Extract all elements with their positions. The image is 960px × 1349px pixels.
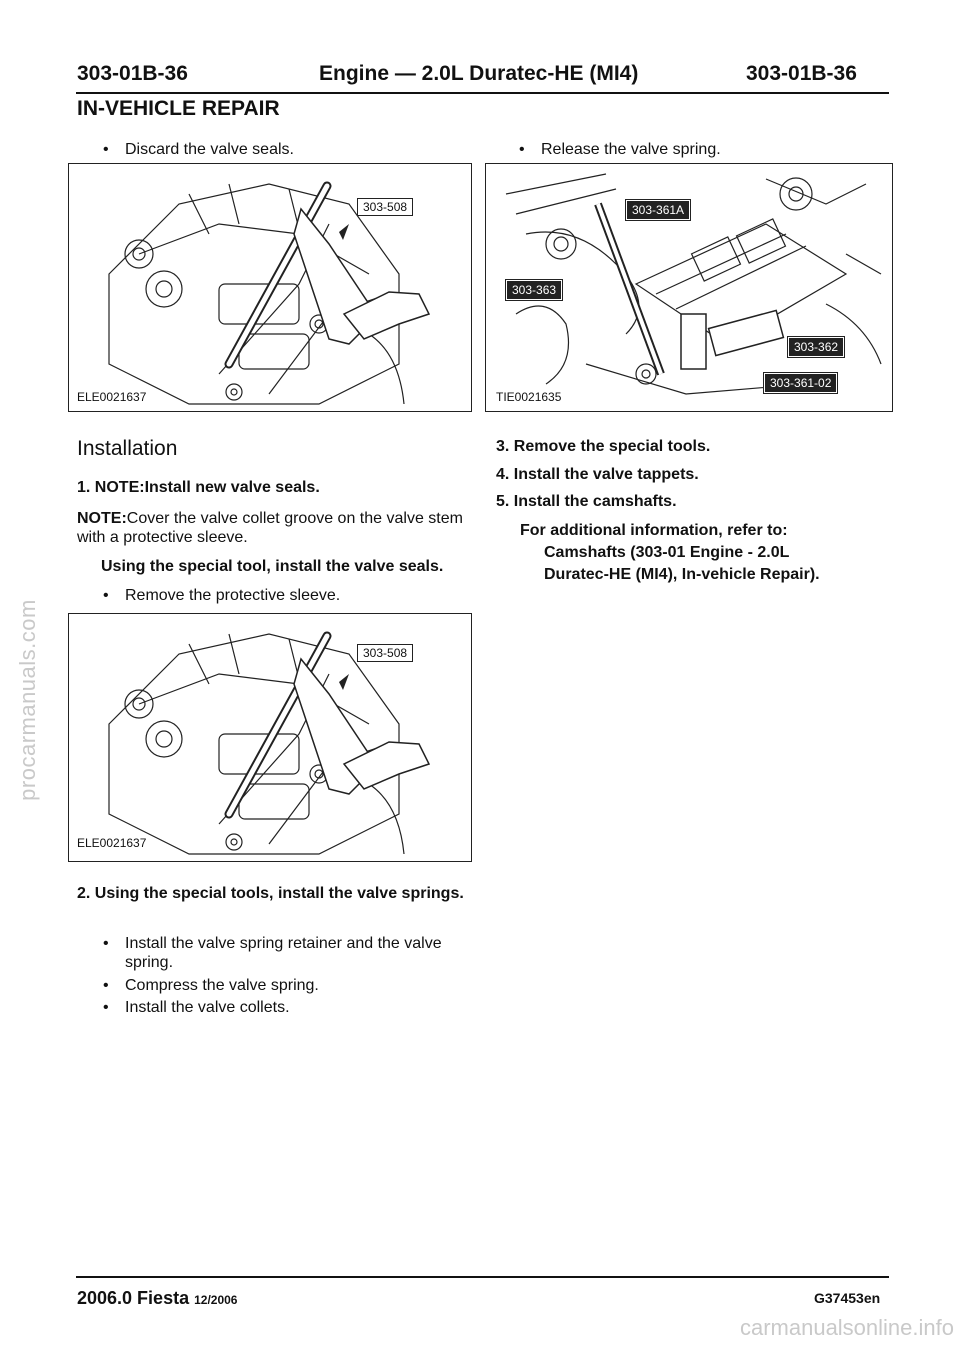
- step-2-title: 2. Using the special tools, install the valve springs.: [77, 885, 464, 902]
- bullet-install-retainer: • Install the valve spring retainer and the valve spring.: [125, 934, 470, 972]
- section-title: IN-VEHICLE REPAIR: [77, 97, 280, 120]
- reference-intro: For additional information, refer to:: [520, 522, 788, 539]
- installation-heading: Installation: [77, 437, 178, 460]
- footer-rule: [76, 1276, 889, 1278]
- callout-303-361-02: 303-361-02: [764, 373, 837, 393]
- step-1-title: 1. NOTE:Install new valve seals.: [77, 479, 320, 496]
- bullet-remove-sleeve: • Remove the protective sleeve.: [125, 586, 340, 605]
- figure-id: ELE0021637: [77, 836, 147, 850]
- callout-303-361a: 303-361A: [626, 200, 690, 220]
- step-4: 4. Install the valve tappets.: [496, 466, 699, 483]
- footer-code: G37453en: [814, 1290, 881, 1306]
- callout-303-362: 303-362: [788, 337, 844, 357]
- header-left-code: 303-01B-36: [77, 62, 188, 85]
- note-label: NOTE:: [77, 510, 127, 527]
- figure-valve-seal-tool-1: [68, 163, 472, 412]
- bottom-watermark: carmanualsonline.info: [739, 1315, 954, 1340]
- figure-id: TIE0021635: [496, 390, 562, 404]
- header-rule: [76, 92, 889, 94]
- callout-303-508: 303-508: [357, 644, 413, 662]
- bullet-compress-spring: • Compress the valve spring.: [125, 976, 319, 995]
- footer-date: 12/2006: [194, 1293, 238, 1307]
- reference-link-line1[interactable]: Camshafts (303-01 Engine - 2.0L: [544, 544, 790, 561]
- step-5: 5. Install the camshafts.: [496, 493, 677, 510]
- callout-303-363: 303-363: [506, 280, 562, 300]
- side-watermark: procarmanuals.com: [15, 599, 40, 801]
- note-text: Cover the valve collet groove on the valve stem with a protective sleeve.: [77, 510, 463, 546]
- figure-id: ELE0021637: [77, 390, 147, 404]
- step-3: 3. Remove the special tools.: [496, 438, 711, 455]
- callout-303-508: 303-508: [357, 198, 413, 216]
- step-1-action: Using the special tool, install the valve seals.: [101, 558, 444, 575]
- figure-valve-seal-tool-2: [68, 613, 472, 862]
- note-block: [77, 509, 467, 547]
- bullet-release-spring: • Release the valve spring.: [541, 140, 721, 159]
- reference-link-line2[interactable]: Duratec-HE (MI4), In-vehicle Repair).: [544, 566, 820, 583]
- figure-valve-spring-tools: [485, 163, 893, 412]
- bullet-install-collets: • Install the valve collets.: [125, 998, 290, 1017]
- bullet-discard-seals: • Discard the valve seals.: [125, 140, 294, 159]
- footer-model: [77, 1288, 237, 1309]
- page-title: Engine — 2.0L Duratec-HE (MI4): [319, 62, 639, 85]
- footer-model-name: 2006.0 Fiesta: [77, 1288, 190, 1308]
- header-right-code: 303-01B-36: [746, 62, 857, 85]
